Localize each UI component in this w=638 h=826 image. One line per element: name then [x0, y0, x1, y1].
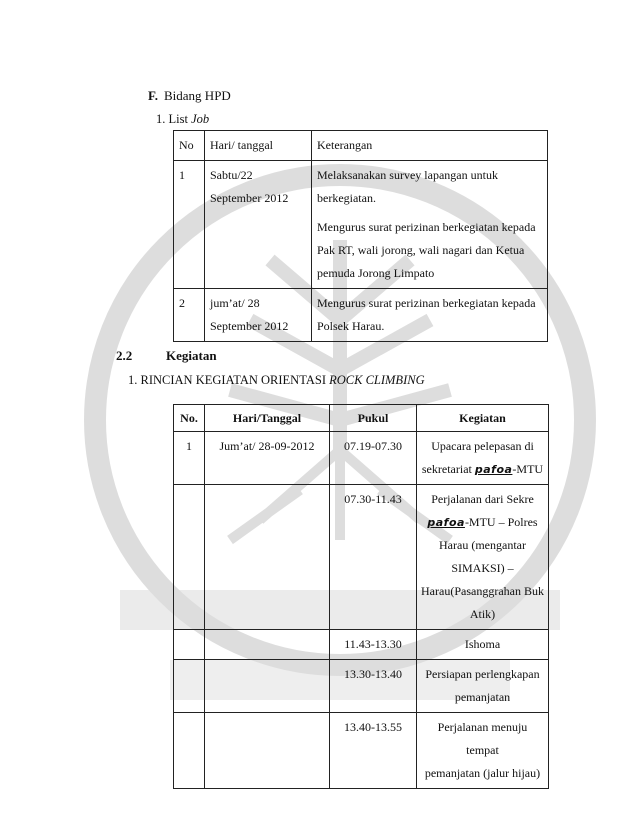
- header-ket: Keterangan: [312, 131, 548, 161]
- section-22-heading: [116, 348, 217, 364]
- header-date: Hari/ tanggal: [205, 131, 312, 161]
- cell-no: [174, 660, 205, 713]
- cell-date: [205, 485, 330, 630]
- section-f-heading: [148, 88, 231, 104]
- activity-line: pemanjatan: [454, 690, 511, 704]
- cell-no: 1: [174, 432, 205, 485]
- ket-line: Mengurus surat perizinan berkegiatan kepada: [317, 296, 536, 310]
- list-job-prefix: 1. List: [156, 112, 192, 126]
- rock-climbing-schedule-table: [173, 404, 549, 789]
- ket-line: Mengurus surat perizinan berkegiatan kepada: [317, 220, 536, 234]
- activity-line: pemanjatan (jalur hijau): [424, 766, 541, 780]
- date-line: September 2012: [210, 319, 289, 333]
- activity-line: Harau (mengantar: [439, 538, 526, 552]
- brand-logo-text: pafoa: [427, 516, 465, 529]
- section-22-number: 2.2: [116, 348, 133, 363]
- rincian-prefix: 1. RINCIAN KEGIATAN ORIENTASI: [128, 373, 330, 387]
- cell-date: [205, 630, 330, 660]
- table-row: [174, 630, 549, 660]
- cell-time: 07.19-07.30: [330, 432, 417, 485]
- cell-date: Jum’at/ 28-09-2012: [205, 432, 330, 485]
- cell-no: [174, 630, 205, 660]
- hpd-job-table: [173, 130, 548, 342]
- cell-no: [174, 485, 205, 630]
- activity-text: -MTU: [512, 462, 544, 476]
- ket-line: Melaksanakan survey lapangan untuk: [317, 168, 498, 182]
- cell-activity: [417, 660, 549, 713]
- cell-time: 13.40-13.55: [330, 713, 417, 789]
- cell-activity: [417, 713, 549, 789]
- cell-no: 1: [174, 161, 205, 289]
- cell-no: [174, 713, 205, 789]
- activity-line: [421, 511, 544, 534]
- header-no: No.: [174, 405, 205, 432]
- cell-keterangan: [312, 289, 548, 342]
- section-f-title: Bidang HPD: [164, 88, 231, 103]
- section-22-title: Kegiatan: [166, 348, 217, 363]
- header-date: Hari/Tanggal: [205, 405, 330, 432]
- activity-text: sekretariat: [421, 462, 475, 476]
- cell-date: [205, 161, 312, 289]
- activity-line: Perjalanan menuju tempat: [437, 720, 528, 757]
- cell-no: 2: [174, 289, 205, 342]
- ket-line: Polsek Harau.: [317, 319, 385, 333]
- date-line: September 2012: [210, 191, 289, 205]
- table-row: [174, 161, 548, 289]
- activity-line: Persiapan perlengkapan: [425, 667, 540, 681]
- activity-line: SIMAKSI) –: [451, 561, 514, 575]
- rincian-heading: [128, 373, 425, 388]
- table-header-row: [174, 405, 549, 432]
- section-f-letter: F.: [148, 88, 158, 103]
- cell-activity: [417, 432, 549, 485]
- ket-line: pemuda Jorong Limpato: [317, 266, 435, 280]
- cell-time: 11.43-13.30: [330, 630, 417, 660]
- ket-line: berkegiatan.: [317, 191, 376, 205]
- activity-text: -MTU – Polres: [464, 515, 538, 529]
- cell-date: [205, 713, 330, 789]
- cell-keterangan: [312, 161, 548, 289]
- activity-line: Harau(Pasanggrahan Buk: [421, 584, 544, 598]
- table-row: [174, 713, 549, 789]
- header-no: No: [174, 131, 205, 161]
- cell-time: 07.30-11.43: [330, 485, 417, 630]
- cell-date: [205, 660, 330, 713]
- brand-logo-text: pafoa: [474, 463, 513, 476]
- table-row: [174, 289, 548, 342]
- cell-activity: [417, 485, 549, 630]
- rincian-italic: ROCK CLIMBING: [329, 373, 425, 387]
- activity-line: Ishoma: [464, 637, 501, 651]
- table-header-row: [174, 131, 548, 161]
- activity-line: Upacara pelepasan di: [431, 439, 534, 453]
- cell-activity: [417, 630, 549, 660]
- date-line: Sabtu/22: [210, 168, 253, 182]
- ket-line: Pak RT, wali jorong, wali nagari dan Ketua: [317, 243, 525, 257]
- table-row: [174, 485, 549, 630]
- list-job-heading: [156, 112, 209, 127]
- cell-date: [205, 289, 312, 342]
- activity-line: [421, 458, 544, 481]
- activity-line: Atik): [469, 607, 496, 621]
- date-line: jum’at/ 28: [210, 296, 260, 310]
- table-row: [174, 660, 549, 713]
- header-activity: Kegiatan: [417, 405, 549, 432]
- activity-line: Perjalanan dari Sekre: [431, 492, 534, 506]
- header-time: Pukul: [330, 405, 417, 432]
- list-job-italic: Job: [191, 112, 210, 126]
- table-row: [174, 432, 549, 485]
- cell-time: 13.30-13.40: [330, 660, 417, 713]
